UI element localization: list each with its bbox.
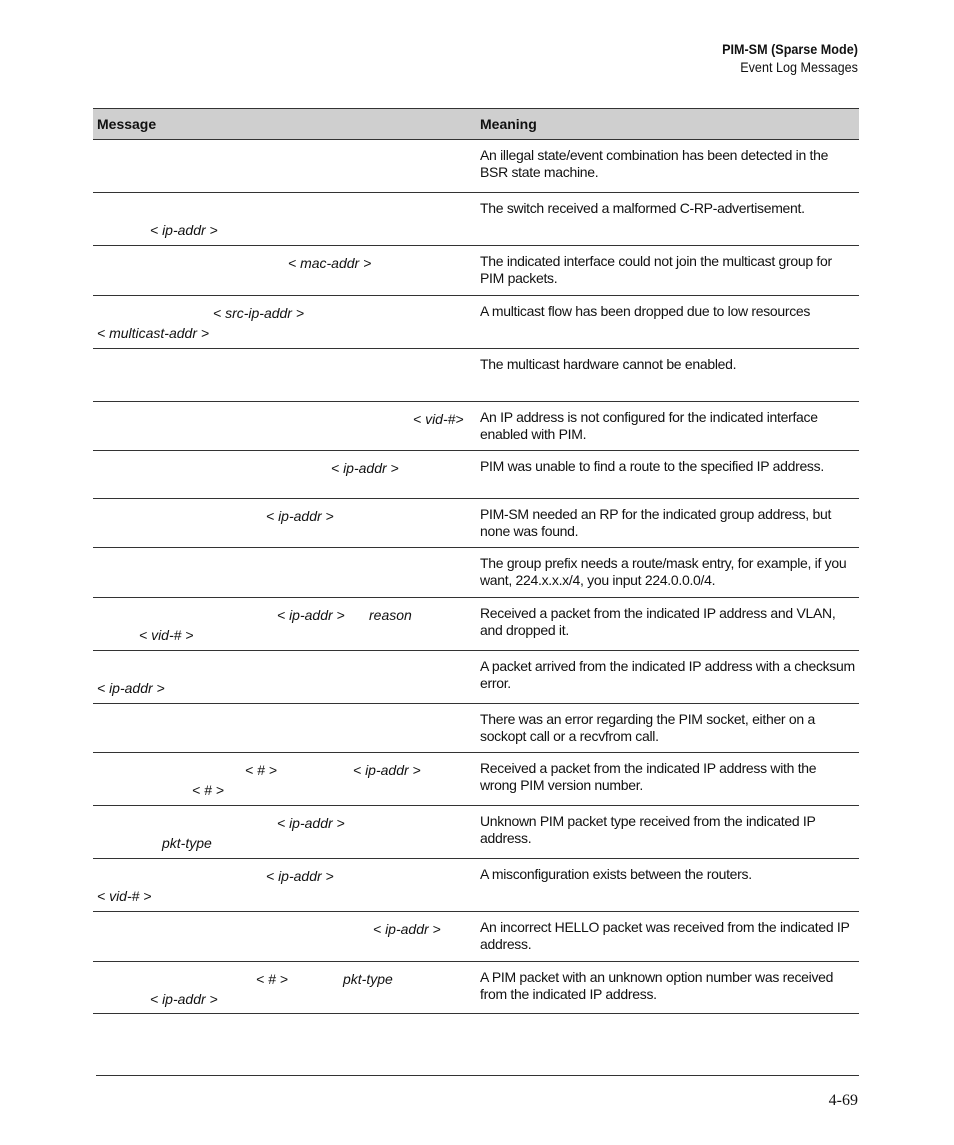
message-variable: < ip-addr > <box>277 607 345 623</box>
table-row <box>93 451 859 499</box>
page-header <box>707 40 858 76</box>
message-variable: < # > <box>245 762 277 778</box>
message-variable: pkt-type <box>162 835 212 851</box>
message-variable: < vid-# > <box>139 627 194 643</box>
message-cell <box>93 753 476 806</box>
meaning-cell: An illegal state/event combination has been detected in the BSR state machine. <box>476 140 859 193</box>
message-variable: < ip-addr > <box>150 991 218 1007</box>
message-cell <box>93 806 476 859</box>
table-row <box>93 598 859 651</box>
column-header-message: Message <box>93 109 476 140</box>
message-variable: < ip-addr > <box>277 815 345 831</box>
table-row <box>93 296 859 349</box>
table-row <box>93 246 859 296</box>
event-log-table <box>93 108 859 1014</box>
table-row <box>93 193 859 246</box>
table-row <box>93 499 859 548</box>
message-variable: < # > <box>192 782 224 798</box>
message-variable: < # > <box>256 971 288 987</box>
message-variable: < ip-addr > <box>266 508 334 524</box>
message-variable: < vid-# > <box>97 888 152 904</box>
meaning-cell: A packet arrived from the indicated IP address with a checksum error. <box>476 651 859 704</box>
meaning-cell: A PIM packet with an unknown option number was received from the indicated IP address. <box>476 962 859 1014</box>
message-cell <box>93 912 476 962</box>
section-title: PIM-SM (Sparse Mode) <box>722 41 858 57</box>
message-cell <box>93 193 476 246</box>
message-cell <box>93 451 476 499</box>
table-row <box>93 402 859 451</box>
message-cell <box>93 962 476 1014</box>
message-variable: < ip-addr > <box>353 762 421 778</box>
message-cell <box>93 651 476 704</box>
column-header-meaning: Meaning <box>476 109 859 140</box>
message-variable: < multicast-addr > <box>97 325 210 341</box>
table-row <box>93 753 859 806</box>
meaning-cell: There was an error regarding the PIM socket, either on a sockopt call or a recvfrom call. <box>476 704 859 753</box>
message-variable: < ip-addr > <box>97 680 165 696</box>
footer-rule <box>96 1075 859 1076</box>
table-row <box>93 704 859 753</box>
message-variable: < ip-addr > <box>373 921 441 937</box>
page-number: 4-69 <box>828 1092 858 1109</box>
table-row <box>93 140 859 193</box>
message-variable: < vid-#> <box>413 411 464 427</box>
message-cell <box>93 402 476 451</box>
table-row <box>93 912 859 962</box>
message-cell <box>93 704 476 753</box>
table-header-row <box>93 109 859 140</box>
meaning-cell: The indicated interface could not join the multicast group for PIM packets. <box>476 246 859 296</box>
meaning-cell: PIM-SM needed an RP for the indicated group address, but none was found. <box>476 499 859 548</box>
message-cell <box>93 499 476 548</box>
table-row <box>93 349 859 402</box>
meaning-cell: Received a packet from the indicated IP address and VLAN, and dropped it. <box>476 598 859 651</box>
message-cell <box>93 246 476 296</box>
message-cell <box>93 349 476 402</box>
message-variable: < src-ip-addr > <box>213 305 305 321</box>
meaning-cell: The switch received a malformed C-RP-advertisement. <box>476 193 859 246</box>
table-row <box>93 859 859 912</box>
table-row <box>93 962 859 1014</box>
message-variable: < ip-addr > <box>150 222 218 238</box>
message-variable: < ip-addr > <box>266 868 334 884</box>
message-cell <box>93 548 476 598</box>
message-variable: < ip-addr > <box>331 460 399 476</box>
message-variable: < mac-addr > <box>288 255 372 271</box>
meaning-cell: Received a packet from the indicated IP address with the wrong PIM version number. <box>476 753 859 806</box>
table-row <box>93 806 859 859</box>
section-subtitle: Event Log Messages <box>740 59 858 75</box>
meaning-cell: PIM was unable to find a route to the specified IP address. <box>476 451 859 499</box>
meaning-cell: A misconfiguration exists between the routers. <box>476 859 859 912</box>
meaning-cell: An IP address is not configured for the indicated interface enabled with PIM. <box>476 402 859 451</box>
meaning-cell: Unknown PIM packet type received from the indicated IP address. <box>476 806 859 859</box>
message-cell <box>93 598 476 651</box>
table-row <box>93 651 859 704</box>
message-variable: pkt-type <box>343 971 393 987</box>
meaning-cell: An incorrect HELLO packet was received from the indicated IP address. <box>476 912 859 962</box>
meaning-cell: The group prefix needs a route/mask entry, for example, if you want, 224.x.x.x/4, you input 224.0.0.0/4. <box>476 548 859 598</box>
message-cell <box>93 140 476 193</box>
meaning-cell: A multicast flow has been dropped due to low resources <box>476 296 859 349</box>
table-row <box>93 548 859 598</box>
meaning-cell: The multicast hardware cannot be enabled. <box>476 349 859 402</box>
message-cell <box>93 859 476 912</box>
message-cell <box>93 296 476 349</box>
message-variable: reason <box>369 607 412 623</box>
